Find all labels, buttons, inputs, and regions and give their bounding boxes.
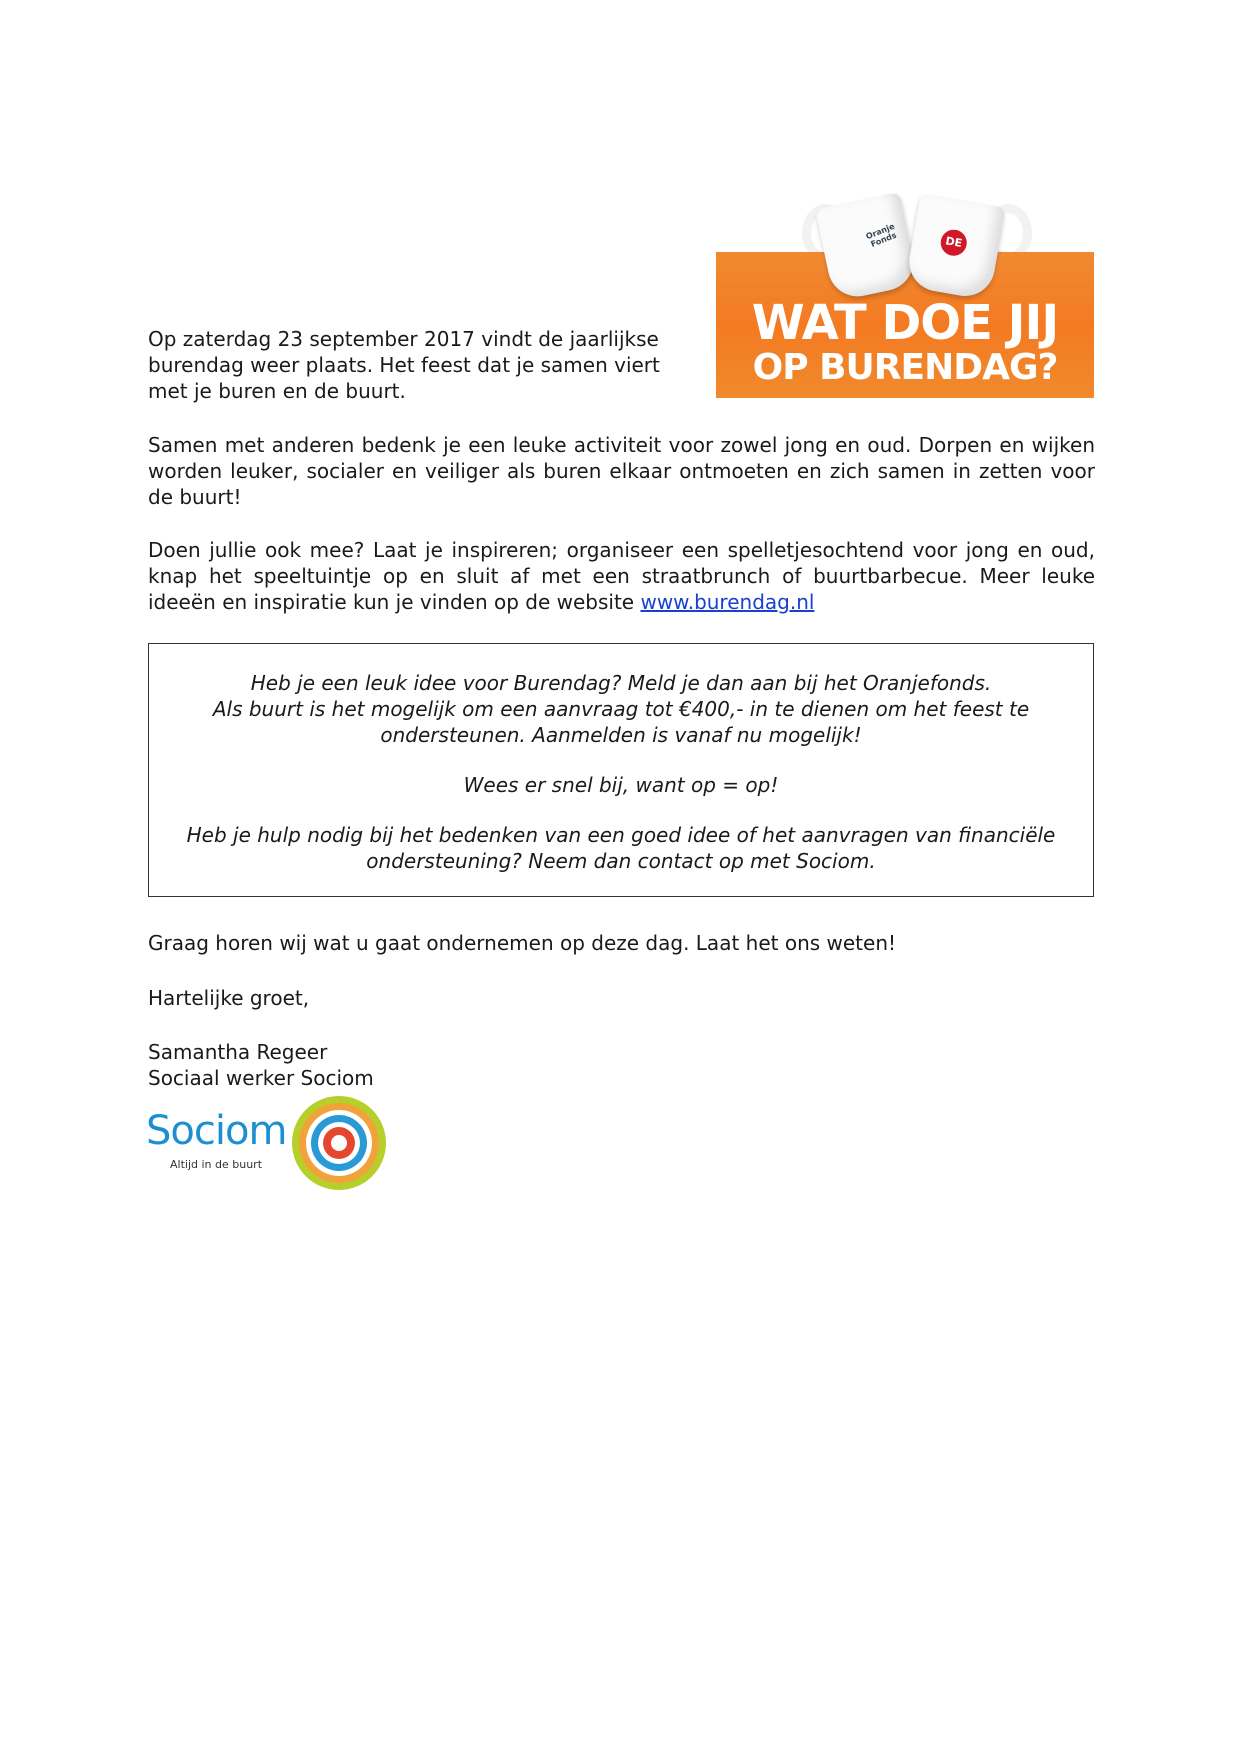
notice-line-2: Als buurt is het mogelijk om een aanvraag tot €400,- in te dienen om het feest te ondersteunen. Aanmelden is vanaf nu mogelijk! bbox=[212, 697, 1030, 747]
burendag-banner bbox=[716, 190, 1094, 398]
signature bbox=[148, 1039, 374, 1091]
signature-title: Sociaal werker Sociom bbox=[148, 1066, 374, 1090]
notice-text-1 bbox=[165, 670, 1077, 748]
greeting: Hartelijke groet, bbox=[148, 986, 310, 1010]
banner-text bbox=[716, 295, 1094, 388]
intro-paragraph: Op zaterdag 23 september 2017 vindt de jaarlijkse burendag weer plaats. Het feest dat je samen viert met je buren en de buurt. bbox=[148, 327, 660, 403]
notice-line-4: Heb je hulp nodig bij het bedenken van een goed idee of het aanvragen van financiële ondersteuning? Neem dan contact op met Sociom. bbox=[186, 823, 1056, 873]
signature-name: Samantha Regeer bbox=[148, 1040, 328, 1064]
notice-line-3: Wees er snel bij, want op = op! bbox=[463, 773, 779, 797]
banner-line-2: OP BURENDAG? bbox=[752, 347, 1058, 388]
activity-paragraph: Samen met anderen bedenk je een leuke activiteit voor zowel jong en oud. Dorpen en wijken worden leuker, socialer en veiliger als buren elkaar ontmoeten en zich samen in zetten voor de buurt! bbox=[148, 433, 1095, 509]
oranje-fonds-logo: Oranje Fonds bbox=[864, 221, 898, 250]
inspiration-text: Doen jullie ook mee? Laat je inspireren; organiseer een spelletjesochtend voor jong en oud, knap het speeltuintje op en sluit af met een straatbrunch of buurtbarbecue. Meer leuke ideeën en inspiratie kun je vinden op de website bbox=[148, 538, 1095, 614]
inspiration-paragraph bbox=[148, 537, 1095, 615]
sociom-logo-tagline: Altijd in de buurt bbox=[170, 1158, 263, 1171]
notice-box bbox=[148, 643, 1094, 897]
sociom-logo-wordmark: Sociom bbox=[146, 1108, 287, 1154]
sociom-ring-center bbox=[331, 1135, 347, 1151]
closing-paragraph: Graag horen wij wat u gaat ondernemen op deze dag. Laat het ons weten! bbox=[148, 931, 897, 955]
notice-line-1: Heb je een leuk idee voor Burendag? Meld je dan aan bij het Oranjefonds. bbox=[250, 671, 992, 695]
de-seal-logo: DE bbox=[939, 228, 969, 258]
website-link[interactable]: www.burendag.nl bbox=[640, 590, 815, 614]
sociom-logo bbox=[146, 1096, 386, 1192]
banner-line-1: WAT DOE JIJ bbox=[751, 295, 1059, 351]
